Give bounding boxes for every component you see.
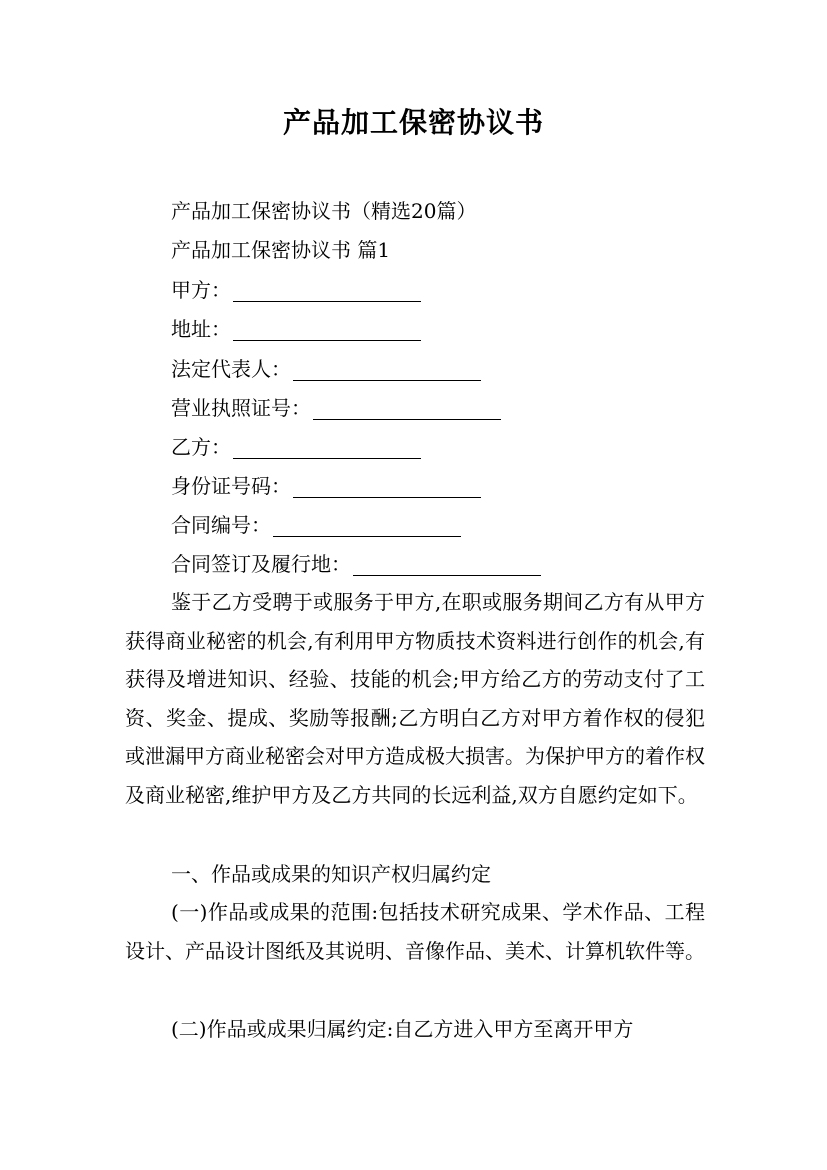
fill-blank bbox=[293, 475, 481, 498]
fill-blank bbox=[233, 436, 421, 459]
field-party-a bbox=[171, 276, 421, 304]
field-party-b bbox=[171, 433, 421, 461]
field-contract-number bbox=[171, 511, 461, 539]
article-1-heading: 一、作品或成果的知识产权归属约定 bbox=[171, 862, 491, 886]
field-address bbox=[171, 315, 421, 343]
field-label: 合同签订及履行地： bbox=[171, 552, 351, 576]
document-title: 产品加工保密协议书 bbox=[282, 106, 544, 139]
field-label: 甲方： bbox=[171, 278, 231, 302]
clause-2-paragraph: (二)作品或成果归属约定:自乙方进入甲方至离开甲方 bbox=[171, 1017, 634, 1041]
fill-blank bbox=[233, 279, 421, 302]
fill-blank bbox=[313, 397, 501, 420]
field-label: 地址： bbox=[171, 317, 231, 341]
field-label: 乙方： bbox=[171, 435, 231, 459]
field-label: 营业执照证号： bbox=[171, 396, 311, 420]
field-label: 身份证号码： bbox=[171, 474, 291, 498]
field-legal-representative bbox=[171, 355, 481, 383]
field-id-number bbox=[171, 472, 481, 500]
fill-blank bbox=[353, 553, 541, 576]
fill-blank bbox=[293, 358, 481, 381]
field-business-license bbox=[171, 394, 501, 422]
fill-blank bbox=[273, 514, 461, 537]
document-subtitle: 产品加工保密协议书（精选20篇） bbox=[171, 199, 477, 223]
field-label: 法定代表人： bbox=[171, 357, 291, 381]
preamble-paragraph: 鉴于乙方受聘于或服务于甲方,在职或服务期间乙方有从甲方获得商业秘密的机会,有利用甲方物质技术资料进行创作的机会,有获得及增进知识、经验、技能的机会;甲方给乙方的劳动支付了工资、奖金、提成、奖励等报酬;乙方明白乙方对甲方着作权的侵犯或泄漏甲方商业秘密会对甲方造成极大损害。为保护甲方的着作权及商业秘密,维护甲方及乙方共同的长远利益,双方自愿约定如下。 bbox=[125, 590, 705, 807]
field-signing-place bbox=[171, 550, 541, 578]
clause-1-paragraph: (一)作品或成果的范围:包括技术研究成果、学术作品、工程设计、产品设计图纸及其说明、音像作品、美术、计算机软件等。 bbox=[125, 900, 705, 963]
section-title: 产品加工保密协议书 篇1 bbox=[171, 238, 391, 262]
fill-blank bbox=[233, 318, 421, 341]
field-label: 合同编号： bbox=[171, 513, 271, 537]
